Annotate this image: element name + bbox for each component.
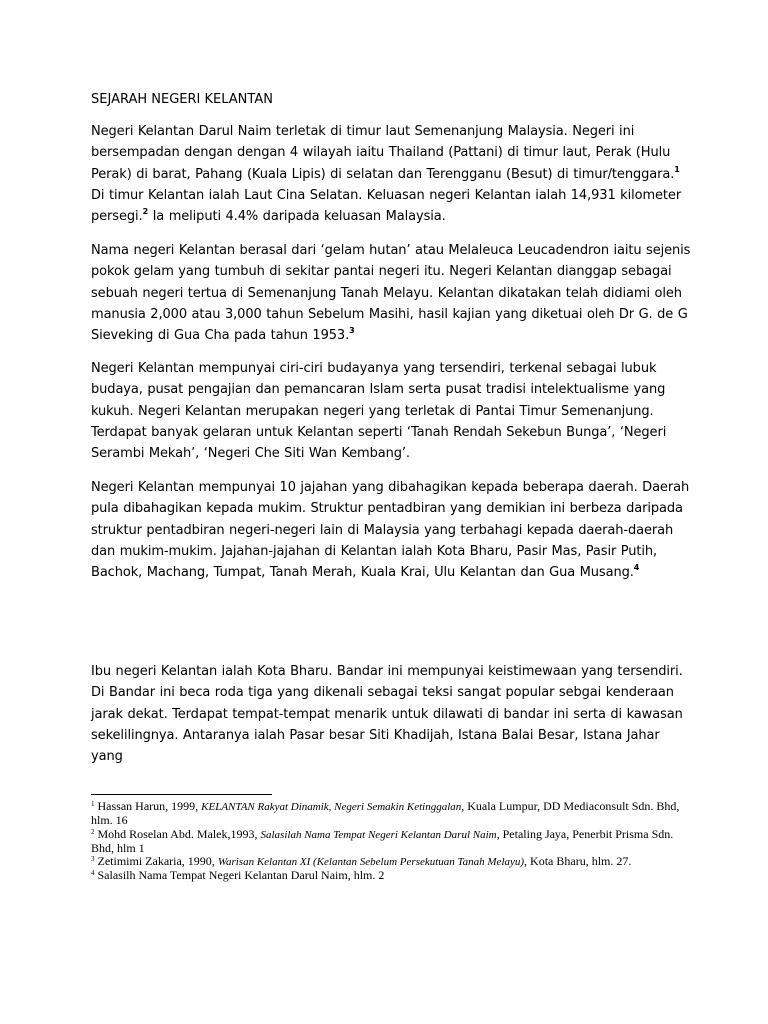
- paragraph-text: Ibu negeri Kelantan ialah Kota Bharu. Bandar ini mempunyai keistimewaan yang tersendiri. Di Bandar ini beca roda tiga yang dikenali sebagai teksi sangat popular sebgai kenderaan jarak dekat. Terdapat tempat-tempat menarik untuk dilawati di bandar ini serta di kawasan sekelilingnya. Antaranya ialah Pasar besar Siti Khadijah, Istana Balai Besar, Istana Jahar yang: [91, 664, 683, 765]
- footnote-text: , Petaling Jaya, Penerbit Prisma Sdn. Bhd, hlm 1: [91, 826, 674, 855]
- footnote-separator: [91, 794, 272, 795]
- paragraph-text: Negeri Kelantan mempunyai ciri-ciri budayanya yang tersendiri, terkenal sebagai lubuk budaya, pusat pengajian dan pemancaran Islam serta pusat tradisi intelektualisme yang kukuh. Negeri Kelantan merupakan negeri yang terletak di Pantai Timur Semenanjung. Terdapat banyak gelaran untuk Kelantan seperti ‘Tanah Rendah Sekebun Bunga’, ‘Negeri Serambi Mekah’, ‘Negeri Che Siti Wan Kembang’.: [91, 361, 667, 462]
- footnote-number: 3: [91, 855, 95, 864]
- footnote-ref: 1: [674, 164, 680, 174]
- footnote-title: Salasilah Nama Tempat Negeri Kelantan Darul Naim: [260, 828, 497, 841]
- footnote-ref: 4: [633, 563, 640, 573]
- footnote-text: Hassan Harun, 1999,: [97, 799, 202, 813]
- footnote-number: 4: [91, 869, 95, 878]
- paragraph-text: Di timur Kelantan ialah Laut Cina Selatan. Keluasan negeri Kelantan ialah 14,931 kilometer persegi.: [91, 187, 682, 225]
- paragraph-location: [91, 121, 691, 227]
- paragraph-text: Ia meliputi 4.4% daripada keluasan Malaysia.: [148, 209, 446, 225]
- footnote-ref: 3: [349, 326, 355, 336]
- footnote-text: Zetimimi Zakaria, 1990,: [97, 854, 218, 869]
- footnote-text: , Kota Bharu, hlm. 27.: [524, 854, 632, 869]
- footnote-title: Warisan Kelantan XI (Kelantan Sebelum Persekutuan Tanah Melayu): [217, 856, 525, 869]
- footnote-number: 2: [91, 827, 95, 836]
- footnote-text: , Kuala Lumpur, DD Mediaconsult Sdn. Bhd, hlm. 16: [91, 799, 680, 828]
- document-title: SEJARAH NEGERI KELANTAN: [91, 92, 273, 107]
- footnote: [91, 828, 691, 856]
- paragraph-text: Negeri Kelantan mempunyai 10 jajahan yang dibahagikan kepada beberapa daerah. Daerah pula dibahagikan kepada mukim. Struktur pentadbiran yang demikian ini berbeza daripada struktur pentadbiran negeri-negeri lain di Malaysia yang terbahagi kepada daerah-daerah dan mukim-mukim. Jajahan-jajahan di Kelantan ialah Kota Bharu, Pasir Mas, Pasir Putih, Bachok, Machang, Tumpat, Tanah Merah, Kuala Krai, Ulu Kelantan dan Gua Musang.: [91, 480, 690, 581]
- paragraph-text: Nama negeri Kelantan berasal dari ‘gelam hutan’ atau Melaleuca Leucadendron iaitu sejenis pokok gelam yang tumbuh di sekitar pantai negeri itu. Negeri Kelantan dianggap sebagai sebuah negeri tertua di Semenanjung Tanah Melayu. Kelantan dikatakan telah didiami oleh manusia 2,000 atau 3,000 tahun Sebelum Masihi, hasil kajian yang diketuai oleh Dr G. de G Sieveking di Gua Cha pada tahun 1953.: [91, 243, 691, 344]
- paragraph-districts: [91, 477, 691, 583]
- footnote: [91, 855, 691, 869]
- footnote-text: Salasilh Nama Tempat Negeri Kelantan Darul Naim, hlm. 2: [97, 868, 385, 883]
- paragraph-name-origin: [91, 240, 691, 346]
- paragraph-culture: [91, 358, 691, 464]
- footnote: [91, 869, 691, 882]
- footnote-number: 1: [91, 800, 95, 808]
- footnote: [91, 800, 691, 828]
- footnote-ref: 2: [142, 207, 149, 217]
- footnotes: [91, 800, 691, 883]
- footnote-text: Mohd Roselan Abd. Malek,1993,: [97, 826, 261, 841]
- paragraph-text: Negeri Kelantan Darul Naim terletak di timur laut Semenanjung Malaysia. Negeri ini bersempadan dengan dengan 4 wilayah iaitu Thailand (Pattani) di timur laut, Perak (Hulu Perak) di barat, Pahang (Kuala Lipis) di selatan dan Terengganu (Besut) di timur/tenggara.: [91, 124, 675, 182]
- paragraph-capital: [91, 661, 691, 767]
- footnote-title: KELANTAN Rakyat Dinamik, Negeri Semakin Ketinggalan: [201, 801, 462, 813]
